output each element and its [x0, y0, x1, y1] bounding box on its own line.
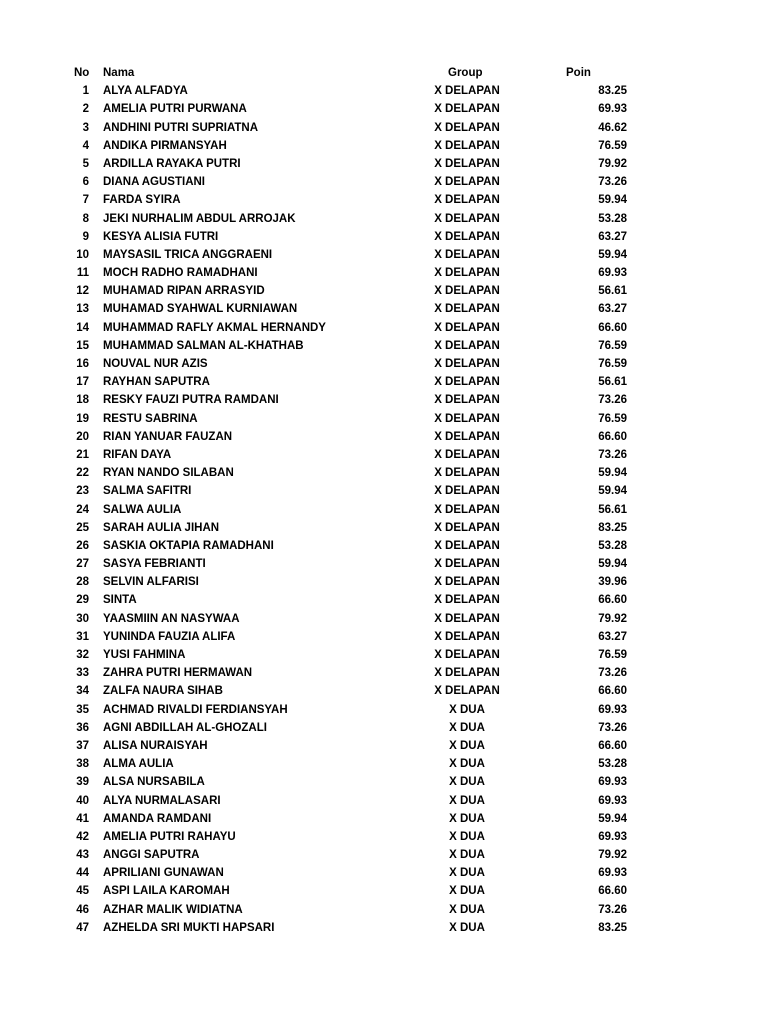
cell-no: 22	[76, 467, 89, 480]
table-row	[0, 882, 768, 900]
cell-nama: RIFAN DAYA	[103, 448, 172, 461]
table-row	[0, 719, 768, 737]
cell-no: 33	[76, 667, 89, 680]
cell-group: X DUA	[449, 903, 485, 916]
cell-nama: MUHAMAD RIPAN ARRASYID	[103, 285, 265, 298]
cell-no: 9	[82, 230, 89, 243]
cell-no: 20	[76, 430, 89, 443]
table-row	[0, 610, 768, 628]
cell-group: X DUA	[449, 812, 485, 825]
cell-nama: ASPI LAILA KAROMAH	[103, 885, 230, 898]
table-body	[0, 82, 768, 937]
cell-nama: ALYA ALFADYA	[103, 85, 188, 98]
table-row	[0, 119, 768, 137]
cell-no: 29	[76, 594, 89, 607]
cell-group: X DELAPAN	[434, 267, 500, 280]
cell-nama: AMANDA RAMDANI	[103, 812, 212, 825]
cell-group: X DELAPAN	[434, 412, 500, 425]
cell-no: 31	[76, 630, 89, 643]
table-row	[0, 410, 768, 428]
cell-no: 44	[76, 867, 89, 880]
table-row	[0, 828, 768, 846]
cell-group: X DUA	[449, 830, 485, 843]
cell-poin: 83.25	[598, 85, 627, 98]
cell-nama: SASKIA OKTAPIA RAMADHANI	[103, 539, 274, 552]
cell-group: X DUA	[449, 885, 485, 898]
cell-nama: RYAN NANDO SILABAN	[103, 467, 234, 480]
cell-nama: FARDA SYIRA	[103, 194, 181, 207]
cell-group: X DELAPAN	[434, 612, 500, 625]
table-row	[0, 355, 768, 373]
cell-group: X DELAPAN	[434, 339, 500, 352]
cell-poin: 73.26	[598, 394, 627, 407]
cell-nama: ARDILLA RAYAKA PUTRI	[103, 157, 241, 170]
cell-no: 5	[82, 157, 89, 170]
cell-poin: 79.92	[598, 612, 627, 625]
cell-poin: 83.25	[598, 521, 627, 534]
cell-nama: ANGGI SAPUTRA	[103, 849, 200, 862]
table-row	[0, 155, 768, 173]
table-row	[0, 446, 768, 464]
table-row	[0, 464, 768, 482]
cell-group: X DELAPAN	[434, 321, 500, 334]
column-header-no: No	[74, 67, 90, 79]
cell-group: X DELAPAN	[434, 157, 500, 170]
cell-poin: 63.27	[598, 630, 627, 643]
cell-poin: 69.93	[598, 267, 627, 280]
cell-poin: 83.25	[598, 921, 627, 934]
cell-group: X DELAPAN	[434, 121, 500, 134]
cell-poin: 59.94	[598, 485, 627, 498]
table-row	[0, 246, 768, 264]
cell-poin: 66.60	[598, 430, 627, 443]
cell-group: X DELAPAN	[434, 667, 500, 680]
cell-poin: 73.26	[598, 903, 627, 916]
cell-nama: SALWA AULIA	[103, 503, 182, 516]
table-row	[0, 137, 768, 155]
cell-no: 36	[76, 721, 89, 734]
cell-poin: 53.28	[598, 758, 627, 771]
table-row	[0, 300, 768, 318]
cell-group: X DUA	[449, 703, 485, 716]
table-row	[0, 337, 768, 355]
cell-poin: 69.93	[598, 103, 627, 116]
cell-group: X DELAPAN	[434, 503, 500, 516]
cell-poin: 59.94	[598, 467, 627, 480]
cell-group: X DELAPAN	[434, 285, 500, 298]
table-row	[0, 228, 768, 246]
table-row	[0, 810, 768, 828]
cell-group: X DELAPAN	[434, 248, 500, 261]
cell-nama: AGNI ABDILLAH AL-GHOZALI	[103, 721, 267, 734]
cell-nama: SINTA	[103, 594, 137, 607]
cell-nama: KESYA ALISIA FUTRI	[103, 230, 219, 243]
cell-group: X DELAPAN	[434, 576, 500, 589]
cell-poin: 76.59	[598, 412, 627, 425]
cell-group: X DUA	[449, 721, 485, 734]
cell-nama: MOCH RADHO RAMADHANI	[103, 267, 258, 280]
column-header-nama: Nama	[103, 67, 135, 79]
cell-nama: ANDHINI PUTRI SUPRIATNA	[103, 121, 259, 134]
table-row	[0, 191, 768, 209]
cell-poin: 79.92	[598, 157, 627, 170]
cell-no: 35	[76, 703, 89, 716]
cell-group: X DELAPAN	[434, 430, 500, 443]
cell-no: 19	[76, 412, 89, 425]
cell-poin: 69.93	[598, 830, 627, 843]
cell-poin: 79.92	[598, 849, 627, 862]
cell-group: X DUA	[449, 794, 485, 807]
table-row	[0, 755, 768, 773]
cell-no: 6	[82, 176, 89, 189]
cell-group: X DELAPAN	[434, 103, 500, 116]
table-row	[0, 901, 768, 919]
cell-no: 41	[76, 812, 89, 825]
cell-poin: 53.28	[598, 212, 627, 225]
cell-no: 37	[76, 739, 89, 752]
cell-group: X DELAPAN	[434, 649, 500, 661]
table-row	[0, 628, 768, 646]
cell-nama: DIANA AGUSTIANI	[103, 176, 206, 189]
table-row	[0, 591, 768, 609]
cell-poin: 69.93	[598, 703, 627, 716]
cell-poin: 66.60	[598, 685, 627, 698]
cell-group: X DELAPAN	[434, 594, 500, 607]
cell-nama: ACHMAD RIVALDI FERDIANSYAH	[103, 703, 288, 716]
cell-nama: ALSA NURSABILA	[103, 776, 205, 789]
cell-group: X DELAPAN	[434, 558, 500, 571]
cell-group: X DELAPAN	[434, 467, 500, 480]
cell-group: X DELAPAN	[434, 303, 500, 316]
cell-poin: 73.26	[598, 721, 627, 734]
cell-no: 18	[76, 394, 89, 407]
cell-poin: 53.28	[598, 539, 627, 552]
cell-nama: AMELIA PUTRI RAHAYU	[103, 830, 236, 843]
cell-group: X DELAPAN	[434, 376, 500, 389]
cell-group: X DELAPAN	[434, 176, 500, 189]
cell-nama: RAYHAN SAPUTRA	[103, 376, 210, 389]
cell-no: 12	[76, 285, 89, 298]
cell-nama: ANDIKA PIRMANSYAH	[103, 139, 227, 152]
cell-poin: 39.96	[598, 576, 627, 589]
table-row	[0, 100, 768, 118]
cell-group: X DUA	[449, 776, 485, 789]
cell-poin: 66.60	[598, 321, 627, 334]
cell-no: 32	[76, 649, 89, 661]
cell-no: 27	[76, 558, 89, 571]
cell-nama: ALYA NURMALASARI	[103, 794, 221, 807]
cell-no: 43	[76, 849, 89, 862]
cell-no: 1	[82, 85, 89, 98]
cell-poin: 76.59	[598, 339, 627, 352]
cell-group: X DELAPAN	[434, 212, 500, 225]
table-row	[0, 428, 768, 446]
cell-group: X DELAPAN	[434, 685, 500, 698]
cell-group: X DUA	[449, 849, 485, 862]
table-row	[0, 737, 768, 755]
table-row	[0, 264, 768, 282]
cell-nama: AZHELDA SRI MUKTI HAPSARI	[103, 921, 275, 934]
cell-nama: SALMA SAFITRI	[103, 485, 192, 498]
table-row	[0, 773, 768, 791]
cell-group: X DUA	[449, 758, 485, 771]
cell-nama: AMELIA PUTRI PURWANA	[103, 103, 247, 116]
cell-nama: NOUVAL NUR AZIS	[103, 358, 208, 370]
cell-poin: 66.60	[598, 739, 627, 752]
table-row	[0, 210, 768, 228]
cell-group: X DELAPAN	[434, 394, 500, 407]
table-row	[0, 501, 768, 519]
cell-no: 15	[76, 339, 89, 352]
cell-no: 38	[76, 758, 89, 771]
table-row	[0, 701, 768, 719]
table-row	[0, 846, 768, 864]
cell-no: 23	[76, 485, 89, 498]
cell-nama: ALMA AULIA	[103, 758, 174, 771]
cell-poin: 73.26	[598, 448, 627, 461]
table-row	[0, 573, 768, 591]
cell-group: X DELAPAN	[434, 485, 500, 498]
cell-no: 28	[76, 576, 89, 589]
cell-poin: 63.27	[598, 303, 627, 316]
cell-no: 10	[76, 248, 89, 261]
table-row	[0, 82, 768, 100]
table-row	[0, 555, 768, 573]
cell-poin: 73.26	[598, 667, 627, 680]
cell-group: X DELAPAN	[434, 521, 500, 534]
table-row	[0, 519, 768, 537]
cell-poin: 69.93	[598, 867, 627, 880]
cell-group: X DUA	[449, 739, 485, 752]
cell-group: X DELAPAN	[434, 139, 500, 152]
cell-poin: 59.94	[598, 558, 627, 571]
cell-no: 34	[76, 685, 89, 698]
cell-nama: MAYSASIL TRICA ANGGRAENI	[103, 248, 273, 261]
cell-nama: RESTU SABRINA	[103, 412, 198, 425]
cell-no: 30	[76, 612, 89, 625]
cell-poin: 76.59	[598, 139, 627, 152]
cell-no: 25	[76, 521, 89, 534]
table-row	[0, 391, 768, 409]
cell-group: X DELAPAN	[434, 358, 500, 370]
cell-poin: 76.59	[598, 358, 627, 370]
cell-poin: 73.26	[598, 176, 627, 189]
cell-nama: MUHAMAD SYAHWAL KURNIAWAN	[103, 303, 298, 316]
cell-no: 11	[76, 267, 89, 280]
table-row	[0, 864, 768, 882]
table-row	[0, 646, 768, 664]
cell-no: 47	[76, 921, 89, 934]
cell-no: 8	[82, 212, 89, 225]
cell-group: X DUA	[449, 921, 485, 934]
cell-poin: 63.27	[598, 230, 627, 243]
cell-no: 17	[76, 376, 89, 389]
cell-poin: 56.61	[598, 285, 627, 298]
cell-poin: 59.94	[598, 248, 627, 261]
cell-nama: ZAHRA PUTRI HERMAWAN	[103, 667, 253, 680]
score-table	[0, 64, 768, 937]
cell-poin: 69.93	[598, 794, 627, 807]
cell-no: 26	[76, 539, 89, 552]
cell-group: X DELAPAN	[434, 630, 500, 643]
cell-no: 24	[76, 503, 89, 516]
cell-nama: SARAH AULIA JIHAN	[103, 521, 220, 534]
cell-nama: RIAN YANUAR FAUZAN	[103, 430, 233, 443]
table-row	[0, 319, 768, 337]
column-header-group: Group	[448, 67, 483, 79]
cell-group: X DELAPAN	[434, 85, 500, 98]
table-header-row	[0, 64, 768, 82]
cell-no: 16	[76, 358, 89, 370]
cell-nama: RESKY FAUZI PUTRA RAMDANI	[103, 394, 279, 407]
table-row	[0, 173, 768, 191]
cell-poin: 69.93	[598, 776, 627, 789]
table-row	[0, 664, 768, 682]
cell-poin: 66.60	[598, 594, 627, 607]
cell-nama: YAASMIIN AN NASYWAA	[103, 612, 240, 625]
table-row	[0, 482, 768, 500]
table-row	[0, 919, 768, 937]
cell-group: X DELAPAN	[434, 539, 500, 552]
table-row	[0, 537, 768, 555]
table-row	[0, 282, 768, 300]
cell-no: 3	[82, 121, 89, 134]
cell-nama: MUHAMMAD RAFLY AKMAL HERNANDY	[103, 321, 326, 334]
cell-no: 42	[76, 830, 89, 843]
cell-nama: AZHAR MALIK WIDIATNA	[103, 903, 243, 916]
cell-nama: MUHAMMAD SALMAN AL-KHATHAB	[103, 339, 304, 352]
cell-poin: 76.59	[598, 649, 627, 661]
cell-nama: SELVIN ALFARISI	[103, 576, 199, 589]
cell-nama: APRILIANI GUNAWAN	[103, 867, 224, 880]
cell-no: 39	[76, 776, 89, 789]
cell-no: 40	[76, 794, 89, 807]
column-header-poin: Poin	[566, 67, 591, 79]
cell-no: 14	[76, 321, 89, 334]
table-row	[0, 373, 768, 391]
cell-no: 46	[76, 903, 89, 916]
cell-no: 45	[76, 885, 89, 898]
cell-group: X DELAPAN	[434, 194, 500, 207]
cell-group: X DELAPAN	[434, 230, 500, 243]
cell-poin: 59.94	[598, 812, 627, 825]
cell-group: X DELAPAN	[434, 448, 500, 461]
cell-poin: 66.60	[598, 885, 627, 898]
cell-nama: YUNINDA FAUZIA ALIFA	[103, 630, 236, 643]
cell-nama: JEKI NURHALIM ABDUL ARROJAK	[103, 212, 296, 225]
cell-no: 13	[76, 303, 89, 316]
cell-poin: 46.62	[598, 121, 627, 134]
cell-nama: YUSI FAHMINA	[103, 649, 186, 661]
cell-poin: 59.94	[598, 194, 627, 207]
cell-group: X DUA	[449, 867, 485, 880]
cell-nama: ZALFA NAURA SIHAB	[103, 685, 223, 698]
cell-nama: SASYA FEBRIANTI	[103, 558, 206, 571]
table-row	[0, 792, 768, 810]
cell-no: 21	[76, 448, 89, 461]
table-row	[0, 682, 768, 700]
cell-poin: 56.61	[598, 503, 627, 516]
cell-nama: ALISA NURAISYAH	[103, 739, 208, 752]
cell-no: 7	[82, 194, 89, 207]
cell-poin: 56.61	[598, 376, 627, 389]
cell-no: 4	[82, 139, 89, 152]
cell-no: 2	[82, 103, 89, 116]
